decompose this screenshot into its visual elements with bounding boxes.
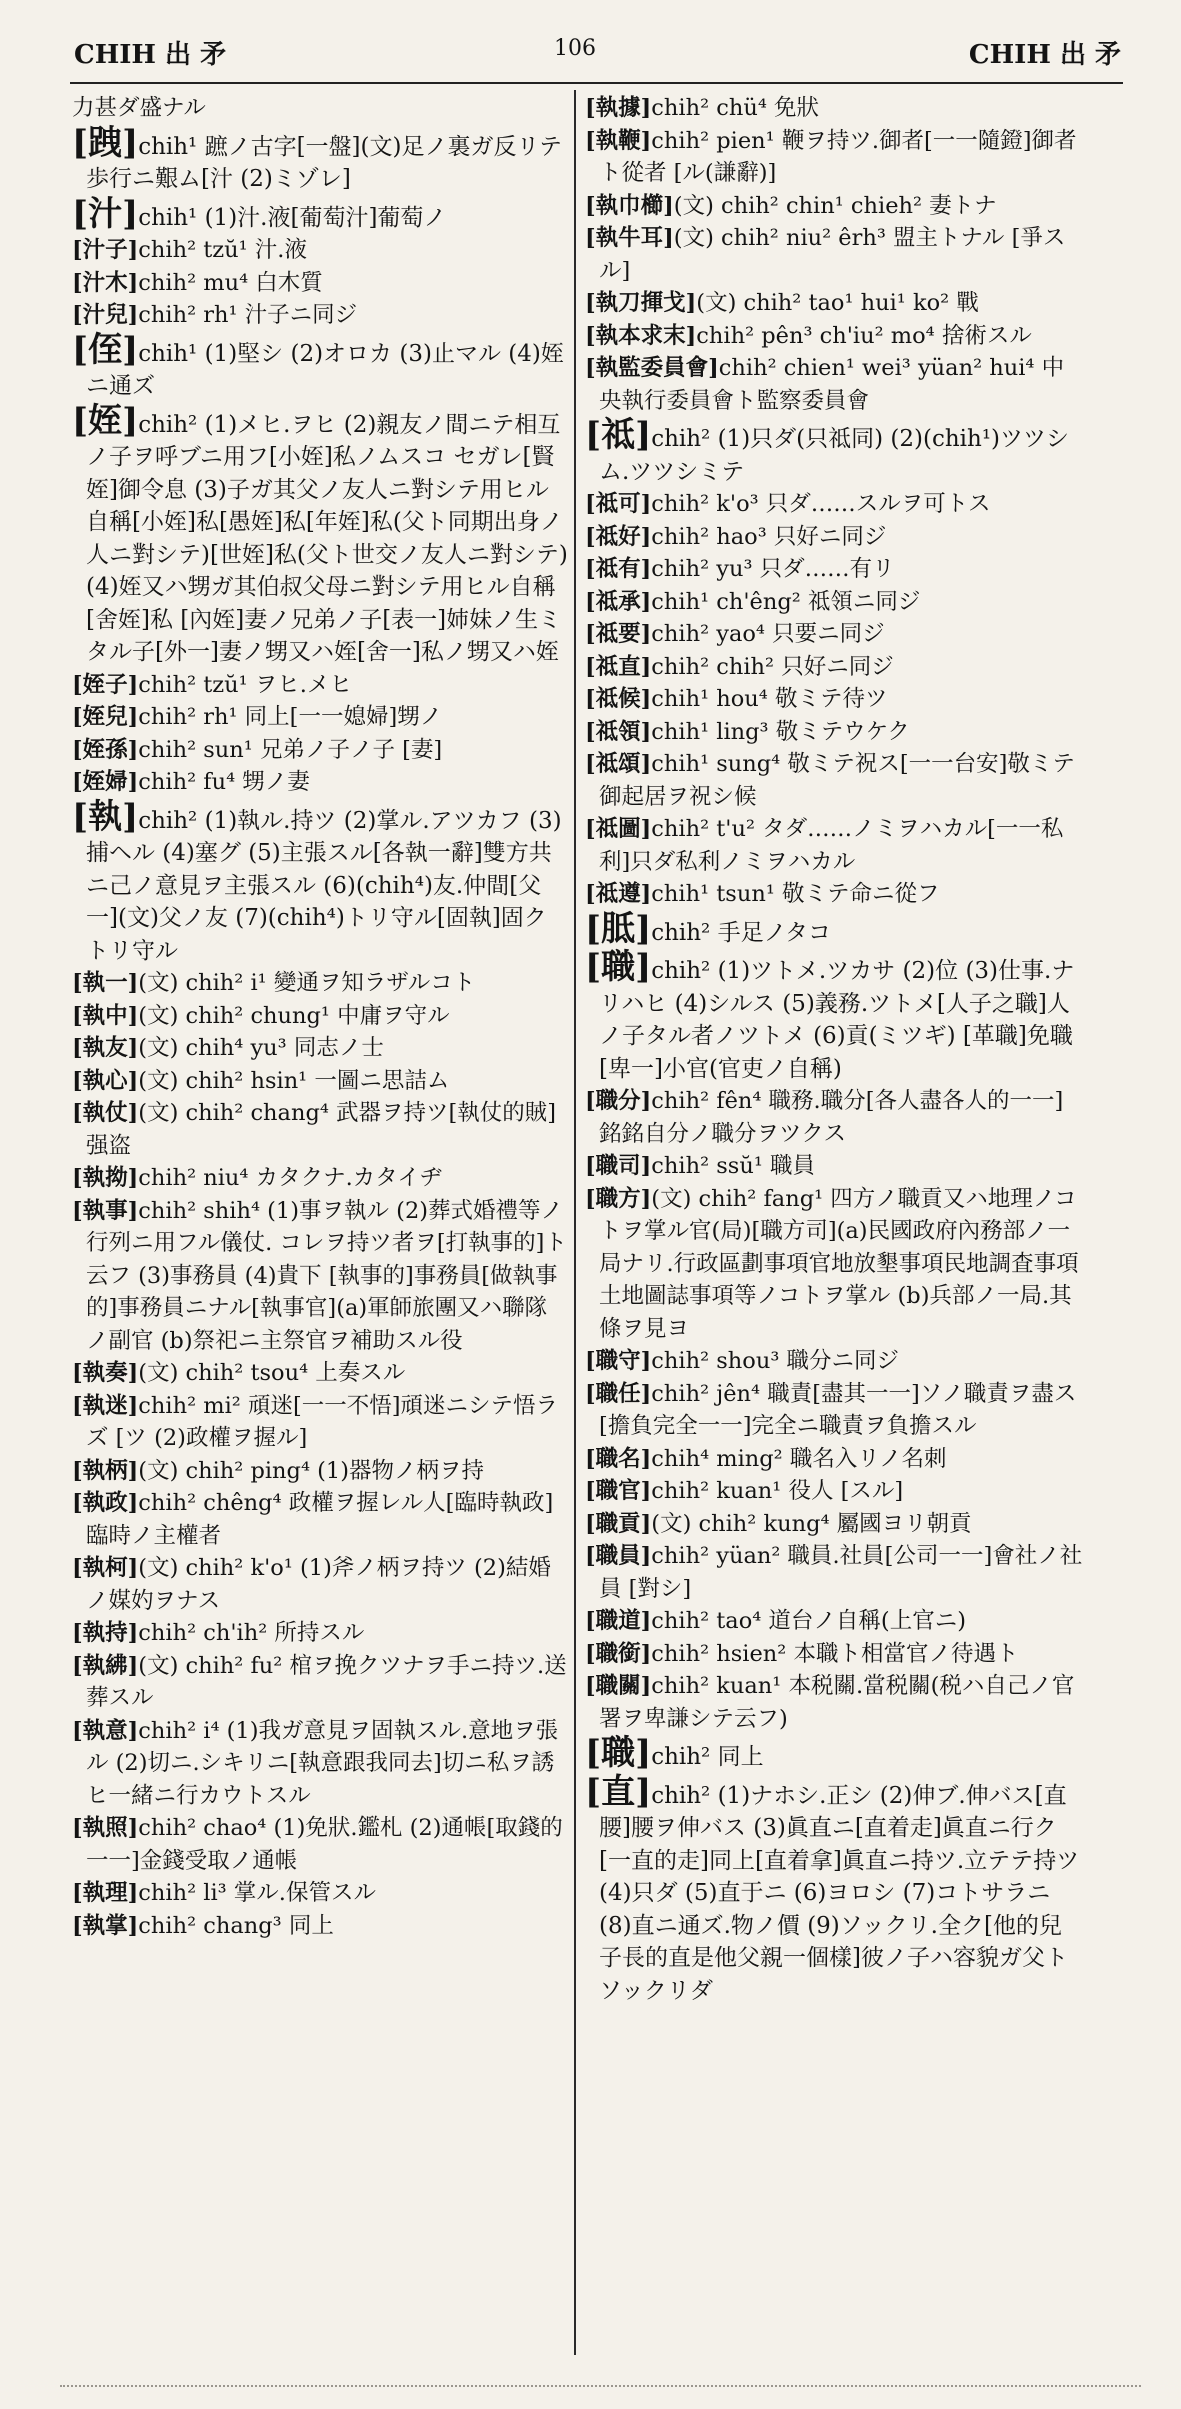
entry-headword: [執中]	[72, 1002, 139, 1029]
left-column	[72, 92, 568, 2352]
entry-headword: [執照]	[72, 1815, 139, 1841]
entry-headword: [職司]	[585, 1153, 652, 1179]
entry-headword: [汁子]	[72, 237, 139, 263]
entry-headword: [姪兒]	[72, 704, 139, 730]
dictionary-entry	[585, 521, 1083, 554]
dictionary-entry	[585, 488, 1083, 521]
entry-definition: (文) chih² k'o¹ (1)斧ノ柄ヲ持ツ (2)結婚ノ媒妁ヲナス	[86, 1555, 551, 1614]
entry-headword: [職分]	[585, 1088, 652, 1114]
dictionary-entry	[72, 766, 568, 799]
entry-headword: [姪]	[72, 400, 139, 441]
dictionary-entry	[72, 967, 568, 1000]
entry-headword: [執意]	[72, 1717, 139, 1744]
entry-headword: [執仗]	[72, 1100, 139, 1126]
entry-definition: chih² chêng⁴ 政權ヲ握レル人[臨時執政]臨時ノ主權者	[86, 1490, 554, 1549]
entry-headword: [執柯]	[72, 1555, 139, 1581]
entry-definition: chih² pên³ ch'iu² mo⁴ 捨術スル	[696, 322, 1032, 349]
entry-definition: chih² tzŭ¹ 汁.液	[138, 237, 307, 263]
dictionary-entry	[72, 1617, 568, 1650]
dictionary-entry	[72, 1162, 568, 1195]
entry-definition: (文) chih² tao¹ hui¹ ko² 戰	[696, 290, 979, 316]
entry-headword: [執一]	[72, 970, 139, 996]
entry-definition: (文) chih⁴ yu³ 同志ノ士	[138, 1035, 384, 1061]
dictionary-entry	[72, 400, 568, 669]
entry-definition: chih¹ hou⁴ 敬ミテ待ツ	[651, 686, 888, 712]
entry-definition: (文) chih² chang⁴ 武器ヲ持ツ[執仗的賊]强盗	[86, 1100, 557, 1159]
column-divider	[574, 90, 576, 2355]
dictionary-entry	[585, 1508, 1083, 1541]
dictionary-entry	[585, 651, 1083, 684]
entry-headword: [祗承]	[585, 588, 652, 615]
entry-definition: chih² hsien² 本職ト相當官ノ待遇ト	[651, 1640, 1019, 1667]
dictionary-entry	[585, 1670, 1083, 1735]
entry-headword: [祗要]	[585, 621, 652, 647]
dictionary-entry	[585, 949, 1083, 1085]
dictionary-entry	[72, 701, 568, 734]
entry-headword: [執巾櫛]	[585, 192, 674, 219]
entry-definition: chih² niu⁴ カタクナ.カタイヂ	[138, 1165, 443, 1191]
entry-headword: [跩]	[72, 122, 139, 163]
entry-headword: [執政]	[72, 1490, 139, 1516]
entry-headword: [祗領]	[585, 718, 652, 745]
dictionary-entry	[585, 1183, 1083, 1346]
entry-definition: chih² chang³ 同上	[138, 1912, 334, 1939]
entry-headword: [職關]	[585, 1673, 652, 1699]
entry-headword: [祗直]	[585, 653, 652, 680]
entry-headword: [職任]	[585, 1380, 652, 1407]
dictionary-entry	[585, 1475, 1083, 1508]
dictionary-entry	[72, 1097, 568, 1162]
entry-headword: [職貢]	[585, 1510, 652, 1537]
entry-headword: [執掌]	[72, 1912, 139, 1939]
entry-definition: chih² mi² 頑迷[一一不悟]頑迷ニシテ悟ラズ [ツ (2)政權ヲ握ル]	[86, 1392, 559, 1451]
dictionary-entry	[72, 1487, 568, 1552]
dictionary-entry	[585, 190, 1083, 223]
page-header	[74, 34, 1121, 74]
entry-headword: [姪孫]	[72, 736, 139, 763]
entry-definition: chih² 同上	[651, 1744, 764, 1770]
entry-definition: chih² yu³ 只ダ……有リ	[651, 556, 895, 582]
entry-headword: [祗好]	[585, 523, 652, 550]
entry-headword: [祗遵]	[585, 881, 652, 907]
dictionary-entry	[72, 1455, 568, 1488]
dictionary-entry	[585, 1771, 1083, 2008]
entry-definition: chih² (1)執ル.持ツ (2)掌ル.アツカフ (3)捕ヘル (4)塞グ (5)主張スル[各執一辭]雙方共ニ己ノ意見ヲ主張スル (6)(chih⁴)友.仲間[父一](文)父ノ友 (7)(chih⁴)トリ守ル[固執]固クトリ守ル	[86, 807, 562, 964]
dictionary-entry	[585, 287, 1083, 320]
header-rule	[70, 82, 1123, 84]
entry-definition: chih² shou³ 職分ニ同ジ	[651, 1348, 899, 1374]
entry-headword: [祗有]	[585, 556, 652, 582]
entry-definition: chih¹ tsun¹ 敬ミテ命ニ從フ	[651, 881, 940, 907]
entry-definition: chih² rh¹ 同上[一一媳婦]甥ノ	[138, 704, 443, 730]
entry-definition: chih¹ sung⁴ 敬ミテ祝ス[一一台安]敬ミテ御起居ヲ祝シ候	[599, 751, 1075, 810]
entry-definition: chih² jên⁴ 職責[盡其一一]ソノ職責ヲ盡ス[擔負完全一一]完全ニ職責ヲ負擔スル	[599, 1380, 1077, 1439]
entry-definition: chih¹ (1)汁.液[葡萄汁]葡萄ノ	[138, 204, 447, 231]
entry-headword: [執奏]	[72, 1360, 139, 1386]
entry-definition: chih¹ ch'êng² 祗領ニ同ジ	[651, 588, 921, 615]
dictionary-entry	[585, 813, 1083, 878]
entry-headword: [職道]	[585, 1608, 652, 1634]
page-number: 106	[554, 36, 596, 61]
entry-definition: chih² ch'ih² 所持スル	[138, 1620, 365, 1646]
entry-headword: [執本求末]	[585, 322, 697, 349]
entry-definition: chih² shih⁴ (1)事ヲ執ル (2)葬式婚禮等ノ行列ニ用フル儀仗. コレヲ持ツ者ヲ[打執事的]ト云フ (3)事務員 (4)貴下 [執事的]事務員[做執事的]事務員ニナル[執事官](a)軍師旅團又ハ聯隊ノ副官 (b)祭祀ニ主祭官ヲ補助スル役	[86, 1197, 567, 1354]
entry-headword: [職]	[585, 947, 652, 987]
entry-headword: [執監委員會]	[585, 355, 719, 381]
dictionary-entry	[72, 1877, 568, 1910]
entry-definition: 力甚ダ盛ナル	[72, 95, 206, 121]
dictionary-entry	[585, 586, 1083, 619]
entry-headword: [執心]	[72, 1067, 139, 1094]
dictionary-entry	[72, 669, 568, 702]
entry-definition: (文) chih² ping⁴ (1)器物ノ柄ヲ持	[138, 1457, 484, 1484]
entry-definition: chih² li³ 掌ル.保管スル	[138, 1880, 376, 1906]
dictionary-entry	[72, 299, 568, 332]
dictionary-entry	[585, 1345, 1083, 1378]
entry-definition: chih² chü⁴ 免狀	[651, 95, 820, 121]
dictionary-entry	[72, 1910, 568, 1943]
entry-definition: (文) chih² chin¹ chieh² 妻トナ	[673, 192, 997, 219]
entry-headword: [執理]	[72, 1880, 139, 1906]
entry-definition: (文) chih² fang¹ 四方ノ職貢又ハ地理ノコトヲ掌ル官(局)[職方司](a)民國政府內務部ノ一局ナリ.行政區劃事項官地放墾事項民地調査事項土地圖誌事項等ノコトヲ掌ル (b)兵部ノ一局.其條ヲ見ヨ	[599, 1185, 1079, 1342]
entry-headword: [執柄]	[72, 1457, 139, 1484]
entry-headword: [執紼]	[72, 1652, 139, 1679]
dictionary-entry	[585, 878, 1083, 911]
dictionary-entry	[72, 193, 568, 235]
entry-definition: chih² sun¹ 兄弟ノ子ノ子 [妻]	[138, 736, 443, 763]
entry-headword: [姪子]	[72, 671, 139, 698]
entry-headword: [職守]	[585, 1348, 652, 1374]
dictionary-entry	[585, 1735, 1083, 1774]
entry-definition: chih² pien¹ 鞭ヲ持ツ.御者[一一隨鐙]御者ト從者 [ル(謙辭)]	[599, 127, 1077, 186]
dictionary-entry	[585, 222, 1083, 287]
dictionary-entry	[72, 1357, 568, 1390]
entry-definition: chih¹ ling³ 敬ミテウケク	[651, 718, 910, 745]
dictionary-entry	[585, 1443, 1083, 1476]
dictionary-entry	[72, 92, 568, 125]
entry-definition: (文) chih² tsou⁴ 上奏スル	[138, 1360, 406, 1386]
entry-headword: [執牛耳]	[585, 225, 674, 251]
header-left-guide: CHIH 出 矛	[74, 40, 227, 70]
entry-headword: [侄]	[72, 329, 139, 370]
entry-definition: chih² mu⁴ 白木質	[138, 269, 323, 296]
dictionary-entry	[72, 1000, 568, 1033]
right-column	[585, 92, 1083, 2352]
bottom-scan-edge	[60, 2385, 1141, 2393]
dictionary-entry	[585, 125, 1083, 190]
entry-definition: chih⁴ ming² 職名入リノ名刺	[651, 1445, 947, 1472]
entry-definition: chih² kuan¹ 本税關.當税關(税ハ自己ノ官署ヲ卑謙シテ云フ)	[599, 1673, 1075, 1732]
entry-definition: chih² t'u² タダ……ノミヲハカル[一一私利]只ダ私利ノミヲハカル	[599, 816, 1064, 875]
entry-headword: [執刀揮戈]	[585, 290, 697, 316]
dictionary-entry	[72, 1812, 568, 1877]
entry-definition: chih² (1)ナホシ.正シ (2)伸ブ.伸バス[直腰]腰ヲ伸バス (3)眞直ニ[直着走]眞直ニ行ク[一直的走]同上[直着拿]眞直ニ持ツ.立テテ持ツ (4)只ダ (5)直于ニ (6)ヨロシ (7)コトサラニ (8)直ニ通ズ.物ノ價 (9)ソックリ.全ク[他的兒子長的直是他父親一個樣]彼ノ子ハ容貌ガ父トソックリダ	[599, 1782, 1080, 2004]
dictionary-entry	[585, 1638, 1083, 1671]
entry-definition: chih² tao⁴ 道台ノ自稱(上官ニ)	[651, 1608, 966, 1634]
dictionary-entry	[72, 1552, 568, 1617]
entry-definition: chih² kuan¹ 役人 [スル]	[651, 1478, 904, 1504]
dictionary-entry	[585, 1150, 1083, 1183]
entry-headword: [胝]	[585, 908, 652, 949]
dictionary-entry	[585, 1378, 1083, 1443]
entry-headword: [執友]	[72, 1035, 139, 1061]
entry-definition: (文) chih² niu² êrh³ 盟主トナル [爭スル]	[599, 225, 1066, 284]
dictionary-entry	[585, 618, 1083, 651]
entry-definition: chih¹ (1)堅シ (2)オロカ (3)止マル (4)姪ニ通ズ	[86, 340, 564, 399]
entry-headword: [執鞭]	[585, 127, 652, 154]
entry-definition: chih² hao³ 只好ニ同ジ	[651, 523, 887, 550]
dictionary-entry	[72, 122, 568, 196]
entry-definition: chih² ssŭ¹ 職員	[651, 1153, 816, 1179]
entry-headword: [直]	[585, 1771, 652, 1812]
entry-headword: [職銜]	[585, 1640, 652, 1667]
entry-definition: chih² fên⁴ 職務.職分[各人盡各人的一一]銘銘自分ノ職分ヲツクス	[599, 1088, 1064, 1147]
dictionary-entry	[585, 417, 1083, 488]
dictionary-entry	[585, 352, 1083, 417]
dictionary-entry	[72, 267, 568, 300]
entry-definition: chih² yao⁴ 只要ニ同ジ	[651, 621, 885, 647]
entry-headword: [汁]	[72, 193, 139, 234]
entry-definition: chih² chao⁴ (1)免狀.鑑札 (2)通帳[取錢的一一]金錢受取ノ通帳	[86, 1815, 563, 1874]
dictionary-entry	[72, 234, 568, 267]
entry-definition: chih² chih² 只好ニ同ジ	[651, 653, 894, 680]
entry-headword: [執持]	[72, 1620, 139, 1646]
entry-definition: chih² i⁴ (1)我ガ意見ヲ固執スル.意地ヲ張ル (2)切ニ.シキリニ[執意跟我同去]切ニ私ヲ誘ヒ一緒ニ行カウトスル	[86, 1717, 559, 1809]
header-right-guide: CHIH 出 矛	[968, 40, 1121, 70]
entry-definition: chih² rh¹ 汁子ニ同ジ	[138, 302, 358, 328]
entry-headword: [職]	[585, 1733, 652, 1773]
entry-headword: [汁木]	[72, 269, 139, 296]
dictionary-entry	[72, 796, 568, 968]
entry-definition: (文) chih² hsin¹ 一圖ニ思詰ム	[138, 1067, 450, 1094]
entry-headword: [執迷]	[72, 1392, 139, 1419]
dictionary-entry	[72, 329, 568, 403]
dictionary-entry	[585, 748, 1083, 813]
dictionary-entry	[72, 1650, 568, 1715]
entry-headword: [姪婦]	[72, 769, 139, 795]
entry-headword: [職員]	[585, 1543, 652, 1569]
entry-definition: chih¹ 蹠ノ古字[一盤](文)足ノ裏ガ反リテ歩行ニ艱ム[汁 (2)ミゾレ]	[86, 133, 563, 192]
entry-headword: [執]	[72, 796, 139, 837]
dictionary-entry	[72, 1032, 568, 1065]
dictionary-entry	[72, 1715, 568, 1813]
entry-definition: chih² (1)ツトメ.ツカサ (2)位 (3)仕事.ナリハヒ (4)シルス (5)義務.ツトメ[人子之職]人ノ子タル者ノツトメ (6)貢(ミツギ) [革職]免職[卑一]小官(官吏ノ自稱)	[599, 958, 1075, 1082]
entry-definition: (文) chih² chung¹ 中庸ヲ守ル	[138, 1002, 450, 1029]
entry-headword: [祗頌]	[585, 751, 652, 777]
entry-headword: [祗候]	[585, 686, 652, 712]
entry-headword: [職方]	[585, 1185, 652, 1212]
entry-headword: [祗可]	[585, 491, 652, 517]
dictionary-entry	[585, 908, 1083, 950]
entry-definition: chih² (1)只ダ(只祗同) (2)(chih¹)ツツシム.ツツシミテ	[599, 426, 1070, 485]
dictionary-entry	[72, 1065, 568, 1098]
dictionary-entry	[585, 1540, 1083, 1605]
entry-headword: [執據]	[585, 95, 652, 121]
dictionary-entry	[585, 320, 1083, 353]
entry-headword: [執事]	[72, 1197, 139, 1224]
entry-definition: chih² yüan² 職員.社員[公司一一]會社ノ社員 [對シ]	[599, 1543, 1083, 1602]
entry-definition: chih² 手足ノタコ	[651, 919, 831, 946]
entry-definition: (文) chih² fu² 棺ヲ挽クツナヲ手ニ持ツ.送葬スル	[86, 1652, 567, 1711]
dictionary-entry	[72, 734, 568, 767]
entry-headword: [祗]	[585, 415, 652, 455]
entry-headword: [執拗]	[72, 1165, 139, 1191]
dictionary-entry	[585, 716, 1083, 749]
dictionary-entry	[585, 553, 1083, 586]
entry-headword: [祗圖]	[585, 816, 652, 842]
entry-definition: chih² (1)メヒ.ヲヒ (2)親友ノ間ニテ相互ノ子ヲ呼ブニ用フ[小姪]私ノムスコ セガレ[賢姪]御令息 (3)子ガ其父ノ友人ニ對シテ用ヒル自稱[小姪]私[愚姪]私[年姪]私(父ト同期出身ノ人ニ對シテ)[世姪]私(父ト世交ノ友人ニ對シテ) (4)姪又ハ甥ガ其伯叔父母ニ對シテ用ヒル自稱[舍姪]私 [內姪]妻ノ兄弟ノ子[表一]姉妹ノ生ミタル子[外一]妻ノ甥又ハ姪[舍一]私ノ甥又ハ姪	[86, 411, 568, 665]
entry-definition: (文) chih² kung⁴ 屬國ヨリ朝貢	[651, 1510, 972, 1537]
dictionary-entry	[72, 1195, 568, 1358]
entry-headword: [職官]	[585, 1478, 652, 1504]
dictionary-entry	[585, 683, 1083, 716]
entry-headword: [汁兒]	[72, 302, 139, 328]
entry-definition: chih² k'o³ 只ダ……スルヲ可トス	[651, 491, 991, 517]
entry-definition: chih² fu⁴ 甥ノ妻	[138, 769, 310, 795]
dictionary-entry	[72, 1390, 568, 1455]
entry-definition: chih² chien¹ wei³ yüan² hui⁴ 中央執行委員會ト監察委員會	[599, 355, 1065, 414]
entry-definition: (文) chih² i¹ 變通ヲ知ラザルコト	[138, 970, 476, 996]
dictionary-entry	[585, 1605, 1083, 1638]
entry-definition: chih² tzŭ¹ ヲヒ.メヒ	[138, 671, 352, 698]
dictionary-entry	[585, 92, 1083, 125]
entry-headword: [職名]	[585, 1445, 652, 1472]
dictionary-entry	[585, 1085, 1083, 1150]
